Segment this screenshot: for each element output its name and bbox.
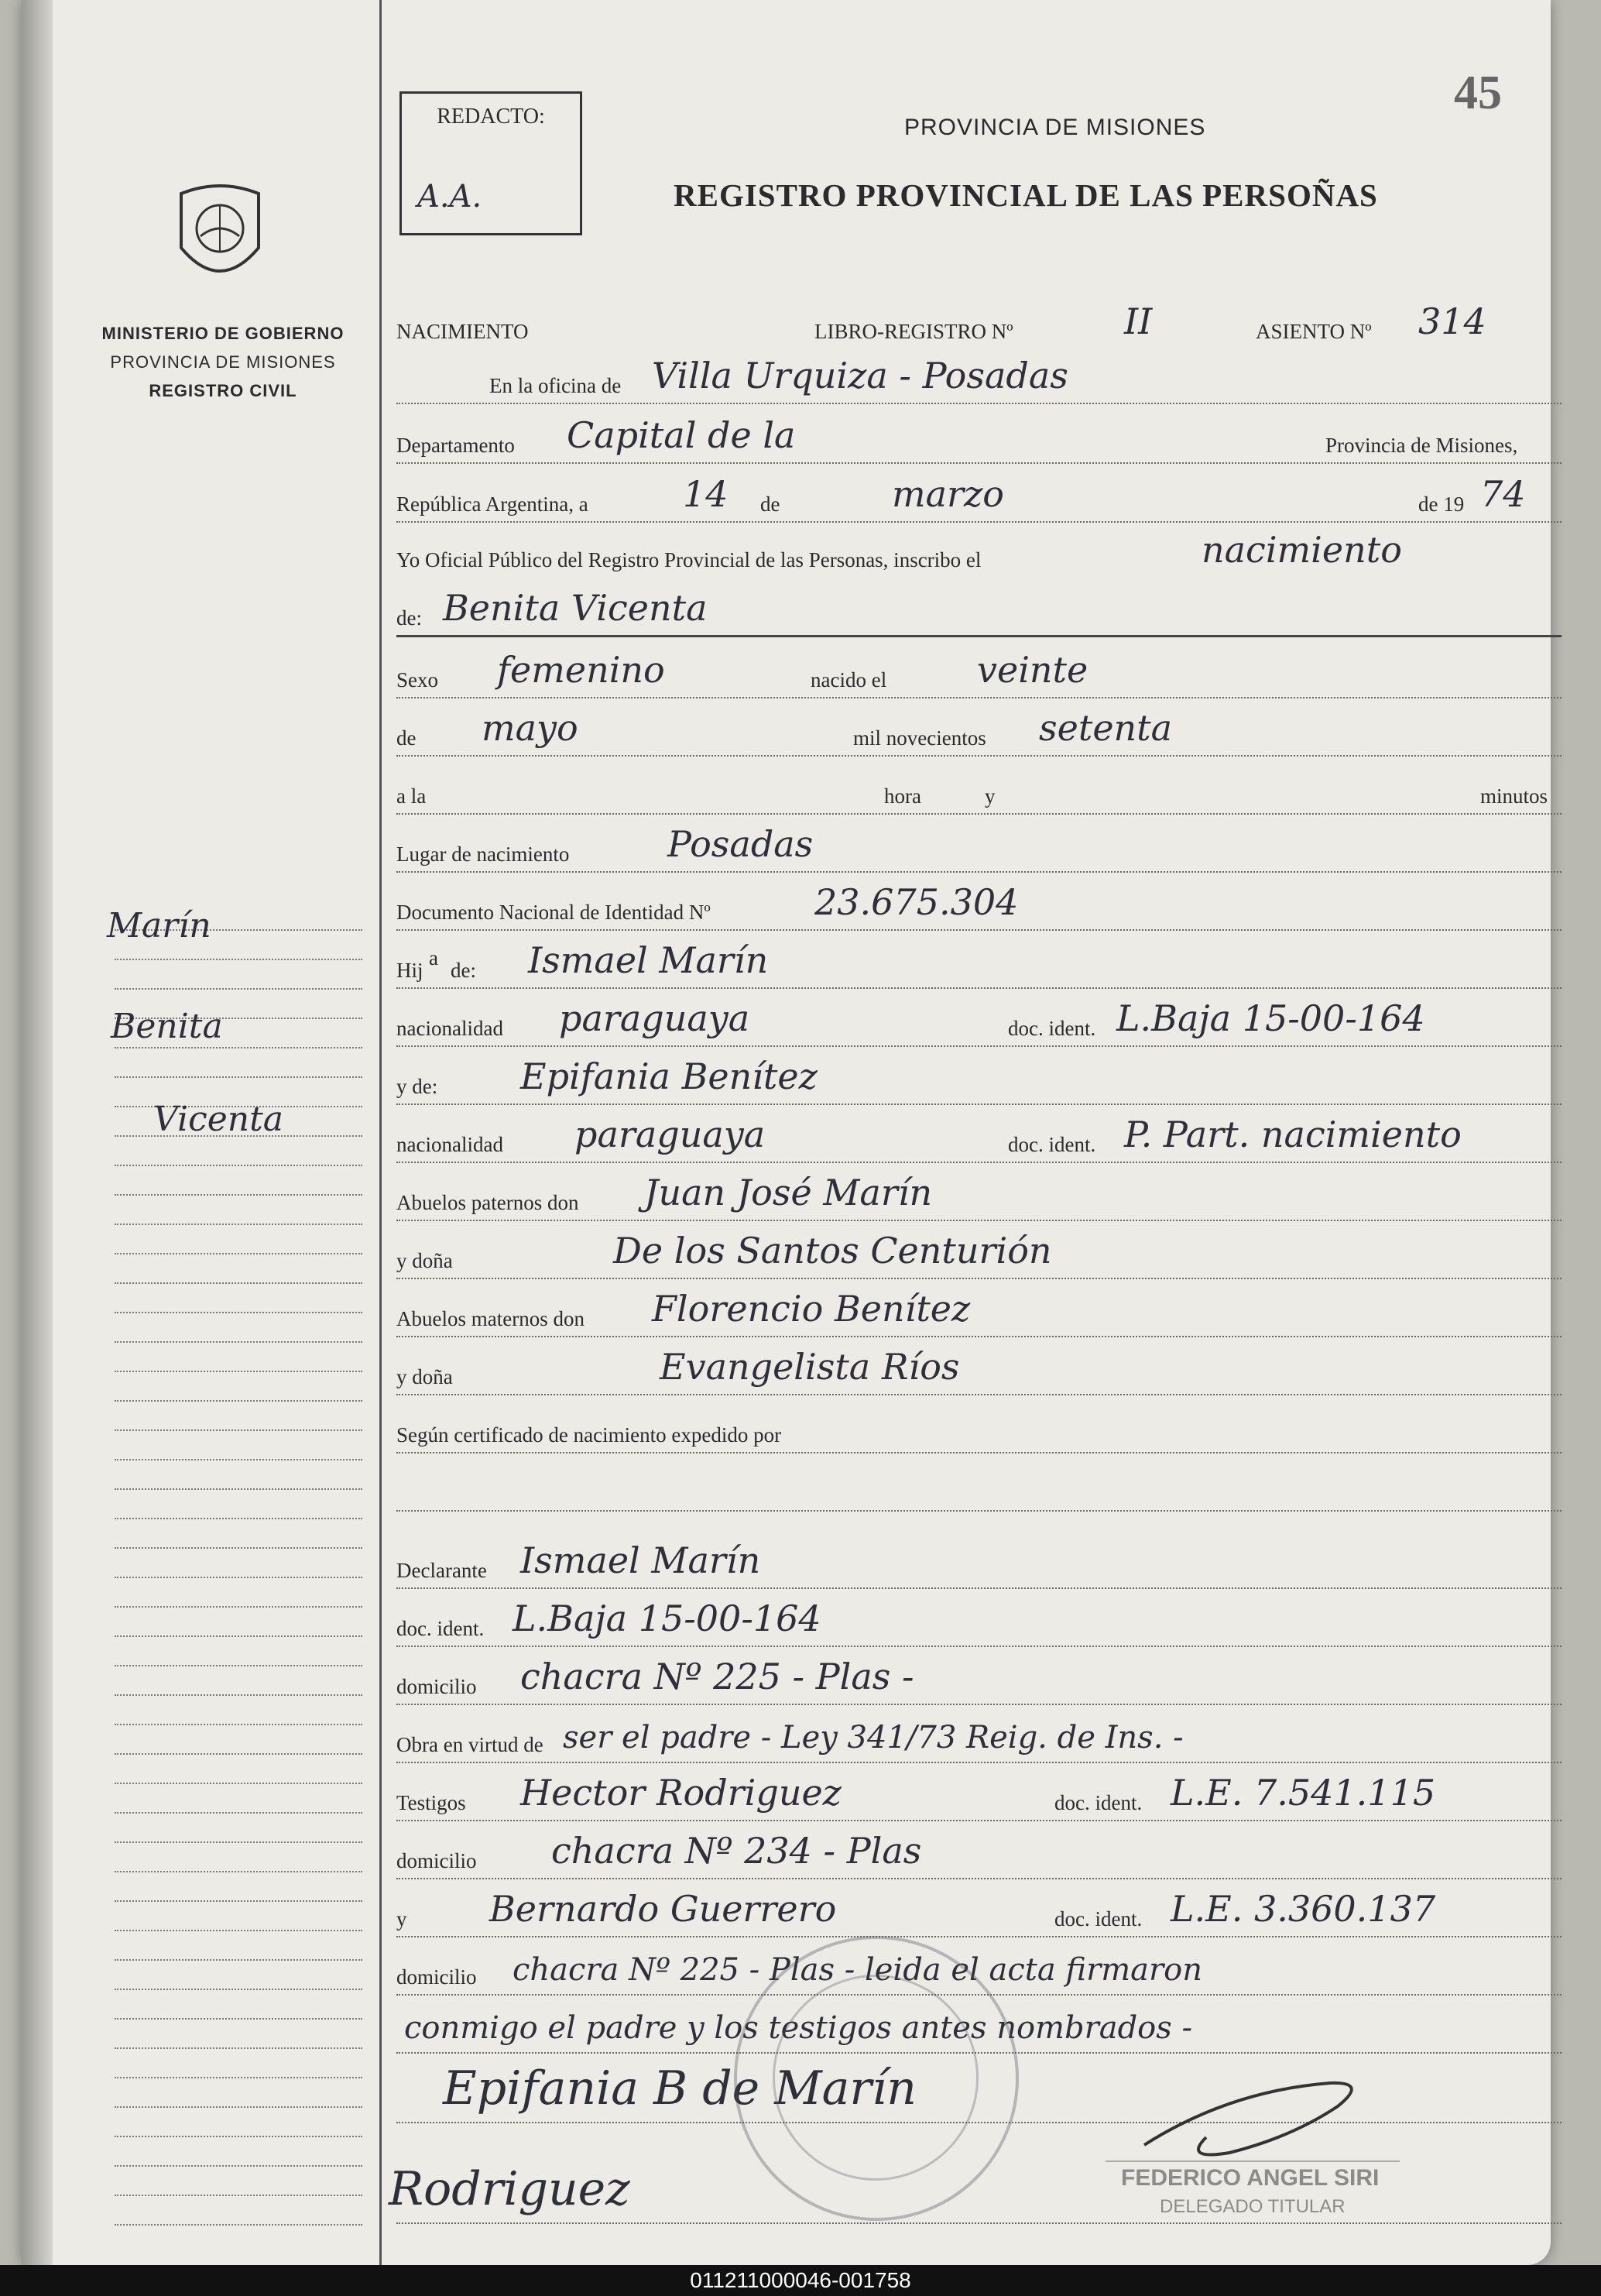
sexo-value: femenino xyxy=(497,649,665,691)
departamento-value: Capital de la xyxy=(567,414,796,456)
row-oficina xyxy=(396,341,1562,404)
ab-mat-value: Florencio Benítez xyxy=(652,1288,971,1330)
day-value: 14 xyxy=(683,473,729,515)
header-province: PROVINCIA DE MISIONES xyxy=(904,115,1206,140)
row-tdom1 xyxy=(396,1816,1562,1879)
registry-label: REGISTRO CIVIL xyxy=(149,381,297,400)
lugar-label: Lugar de nacimiento xyxy=(396,843,570,866)
margin-note-name1: Benita xyxy=(111,1007,223,1046)
ab-mat-label: Abuelos maternos don xyxy=(396,1307,585,1330)
row-abuelos-maternos xyxy=(396,1274,1562,1337)
row-testigos xyxy=(396,1758,1562,1821)
domicilio-value: chacra Nº 225 - Plas - xyxy=(520,1656,914,1697)
ab-pat-label: Abuelos paternos don xyxy=(396,1191,579,1214)
de-label: de xyxy=(760,492,780,516)
testigo1-value: Hector Rodriguez xyxy=(520,1772,842,1814)
margin-line xyxy=(115,1606,362,1608)
mil-label: mil novecientos xyxy=(853,726,986,750)
inscribo-value: nacimiento xyxy=(1202,529,1402,571)
margin-line xyxy=(115,1665,362,1666)
redacto-label: REDACTO: xyxy=(437,105,545,129)
row-mayo xyxy=(396,693,1562,757)
margin-line xyxy=(115,1429,362,1431)
month-value: marzo xyxy=(892,473,1004,515)
margin-line xyxy=(115,1547,362,1549)
tdom2-value: chacra Nº 225 - Plas - leida el acta firmaron xyxy=(513,1952,1202,1988)
nacido-label: nacido el xyxy=(811,668,887,692)
margin-line xyxy=(115,1194,362,1196)
nac1-value: paraguaya xyxy=(559,997,750,1039)
tdoc2-value: L.E. 3.360.137 xyxy=(1171,1888,1436,1930)
name-label: de: xyxy=(396,606,422,630)
margin-line xyxy=(115,1459,362,1460)
official-signature-icon xyxy=(1136,2060,1384,2168)
tdoc1-value: L.E. 7.541.115 xyxy=(1171,1772,1436,1814)
margin-line xyxy=(115,1488,362,1490)
document-page xyxy=(22,0,1551,2265)
row-sexo xyxy=(396,635,1562,698)
margin-line xyxy=(115,1224,362,1225)
doc1-value: L.Baja 15-00-164 xyxy=(1116,997,1425,1039)
margin-line xyxy=(115,1282,362,1284)
margin-line xyxy=(115,1400,362,1402)
republica-label: República Argentina, a xyxy=(396,492,588,516)
province-label: PROVINCIA DE MISIONES xyxy=(110,352,336,372)
margin-line xyxy=(115,1871,362,1872)
yde-label: y de: xyxy=(396,1075,438,1098)
nacido-value: veinte xyxy=(977,649,1088,691)
row-departamento xyxy=(396,400,1562,464)
mes-nac-value: mayo xyxy=(482,707,578,749)
margin-line xyxy=(115,1165,362,1166)
row-abuelos-paternos xyxy=(396,1158,1562,1221)
margin-line xyxy=(115,1635,362,1637)
margin-line xyxy=(115,1253,362,1254)
redacto-value: A.A. xyxy=(417,179,482,214)
row-testigo2 xyxy=(396,1874,1562,1937)
margin-line xyxy=(115,2165,362,2167)
margin-line xyxy=(115,1812,362,1814)
year-label: de 19 xyxy=(1418,492,1465,516)
margin-line xyxy=(115,1900,362,1902)
row-segun-cont xyxy=(396,1448,1562,1512)
official-stamp xyxy=(1106,2160,1400,2232)
declarante-label: Declarante xyxy=(396,1559,487,1582)
tdoc1-label: doc. ident. xyxy=(1054,1791,1143,1814)
decl-doc-value: L.Baja 15-00-164 xyxy=(513,1598,821,1639)
redacto-box xyxy=(399,91,582,235)
margin-line xyxy=(115,1312,362,1313)
margin-line xyxy=(115,2195,362,2196)
hij-suffix: a xyxy=(429,946,438,970)
hora-label: hora xyxy=(884,784,921,808)
domicilio-label: domicilio xyxy=(396,1675,477,1698)
row-hora xyxy=(396,751,1562,815)
margin-line xyxy=(115,1783,362,1784)
margin-line xyxy=(115,1371,362,1372)
signature-mother: Epifania B de Marín xyxy=(443,2061,917,2116)
row-abuela-materna xyxy=(396,1332,1562,1395)
de2-label: de xyxy=(396,726,417,750)
child-name-value: Benita Vicenta xyxy=(443,587,708,629)
binding-spine xyxy=(22,0,53,2265)
asiento-value: 314 xyxy=(1418,300,1486,342)
obra-label: Obra en virtud de xyxy=(396,1733,543,1756)
nac2-label: nacionalidad xyxy=(396,1133,503,1156)
libro-label: LIBRO-REGISTRO Nº xyxy=(814,320,1013,343)
ab-pat-dona-value: De los Santos Centurión xyxy=(613,1230,1052,1272)
row-declarante xyxy=(396,1526,1562,1589)
testigos-label: Testigos xyxy=(396,1791,466,1814)
segun-label: Según certificado de nacimiento expedido por xyxy=(396,1423,782,1447)
asiento-label: ASIENTO Nº xyxy=(1256,320,1372,343)
row-segun xyxy=(396,1390,1562,1453)
tdom1-label: domicilio xyxy=(396,1849,477,1872)
nac2-value: paraguaya xyxy=(574,1114,766,1155)
lugar-value: Posadas xyxy=(667,823,814,865)
minutos-label: minutos xyxy=(1480,784,1548,808)
hij-de-label: de: xyxy=(451,959,476,982)
margin-note-name2: Vicenta xyxy=(153,1100,284,1139)
row-decl-doc xyxy=(396,1584,1562,1647)
margin-line xyxy=(115,1047,362,1048)
row-nacimiento xyxy=(396,287,1562,348)
departamento-label: Departamento xyxy=(396,434,515,457)
oficina-label: En la oficina de xyxy=(489,374,622,397)
tdoc2-label: doc. ident. xyxy=(1054,1907,1143,1930)
testigo2-value: Bernardo Guerrero xyxy=(489,1888,837,1930)
obra-value: ser el padre - Ley 341/73 Reig. de Ins. - xyxy=(563,1720,1184,1755)
margin-line xyxy=(115,1076,362,1078)
dni-label: Documento Nacional de Identidad Nº xyxy=(396,901,711,924)
coat-of-arms-icon xyxy=(173,178,266,294)
row-obra xyxy=(396,1700,1562,1763)
margin-line xyxy=(115,1841,362,1843)
dni-value: 23.675.304 xyxy=(814,881,1019,923)
margin-line xyxy=(115,2106,362,2108)
doc1-label: doc. ident. xyxy=(1008,1017,1096,1040)
tdom2-label: domicilio xyxy=(396,1965,477,1989)
row-lugar xyxy=(396,809,1562,873)
margin-line xyxy=(115,2136,362,2137)
row-nombre xyxy=(396,573,1562,637)
ab-pat-value: Juan José Marín xyxy=(644,1172,933,1213)
stamp-line2: DELEGADO TITULAR xyxy=(1160,2196,1346,2217)
margin-line xyxy=(115,2018,362,2020)
margin-line xyxy=(115,1753,362,1755)
margin-line xyxy=(115,2077,362,2078)
declarante-value: Ismael Marín xyxy=(520,1539,761,1581)
year-value: 74 xyxy=(1480,473,1526,515)
nac1-label: nacionalidad xyxy=(396,1017,503,1040)
row-fecha xyxy=(396,459,1562,523)
margin-note-surname: Marín xyxy=(107,906,211,946)
row-oficial xyxy=(396,515,1562,577)
oficina-value: Villa Urquiza - Posadas xyxy=(652,355,1068,396)
signature-witness: Rodriguez xyxy=(389,2162,630,2216)
sexo-label: Sexo xyxy=(396,668,438,692)
row-hij xyxy=(396,925,1562,989)
margin-line xyxy=(115,1959,362,1961)
margin-line xyxy=(115,1724,362,1725)
oficial-label: Yo Oficial Público del Registro Provincial de las Personas, inscribo el xyxy=(396,548,982,571)
margin-divider xyxy=(379,0,382,2265)
margin-line xyxy=(115,2047,362,2049)
row-madre xyxy=(396,1042,1562,1105)
closing-value: conmigo el padre y los testigos antes nombrados - xyxy=(404,2010,1193,2046)
ministry-label: MINISTERIO DE GOBIERNO xyxy=(101,324,345,343)
y2-label: y xyxy=(396,1907,407,1930)
margin-line xyxy=(115,1518,362,1519)
doc2-value: P. Part. nacimiento xyxy=(1124,1114,1462,1155)
row-domicilio xyxy=(396,1642,1562,1705)
hij-label: Hij xyxy=(396,959,423,982)
page-title: REGISTRO PROVINCIAL DE LAS PERSOÑAS xyxy=(674,177,1378,213)
margin-line xyxy=(115,1577,362,1578)
ab-mat-dona-value: Evangelista Ríos xyxy=(660,1346,960,1388)
libro-value: II xyxy=(1124,300,1153,342)
ydona1-label: y doña xyxy=(396,1249,453,1272)
stamp-line1: FEDERICO ANGEL SIRI xyxy=(1121,2165,1380,2191)
row-dni xyxy=(396,867,1562,931)
margin-line xyxy=(115,1694,362,1696)
provincia-label: Provincia de Misiones, xyxy=(1325,434,1518,457)
act-type-label: NACIMIENTO xyxy=(396,320,529,343)
ala-label: a la xyxy=(396,784,427,808)
row-nac2 xyxy=(396,1100,1562,1163)
doc2-label: doc. ident. xyxy=(1008,1133,1096,1156)
anio-nac-value: setenta xyxy=(1039,707,1173,749)
row-abuela-paterna xyxy=(396,1216,1562,1279)
margin-line xyxy=(115,988,362,990)
margin-line xyxy=(115,1989,362,1990)
ydona2-label: y doña xyxy=(396,1365,453,1388)
father-value: Ismael Marín xyxy=(528,939,769,981)
mother-value: Epifania Benítez xyxy=(520,1055,818,1097)
row-nac1 xyxy=(396,983,1562,1047)
official-seal-inner-icon xyxy=(773,1975,979,2181)
tdom1-value: chacra Nº 234 - Plas xyxy=(551,1830,922,1872)
margin-line xyxy=(115,959,362,960)
margin-line xyxy=(115,2224,362,2226)
footer-id: 011211000046-001758 xyxy=(0,2265,1601,2296)
margin-line xyxy=(115,1930,362,1931)
y-label: y xyxy=(985,784,996,808)
page-number: 45 xyxy=(1454,67,1502,119)
decl-doc-label: doc. ident. xyxy=(396,1617,485,1640)
margin-line xyxy=(115,1341,362,1343)
